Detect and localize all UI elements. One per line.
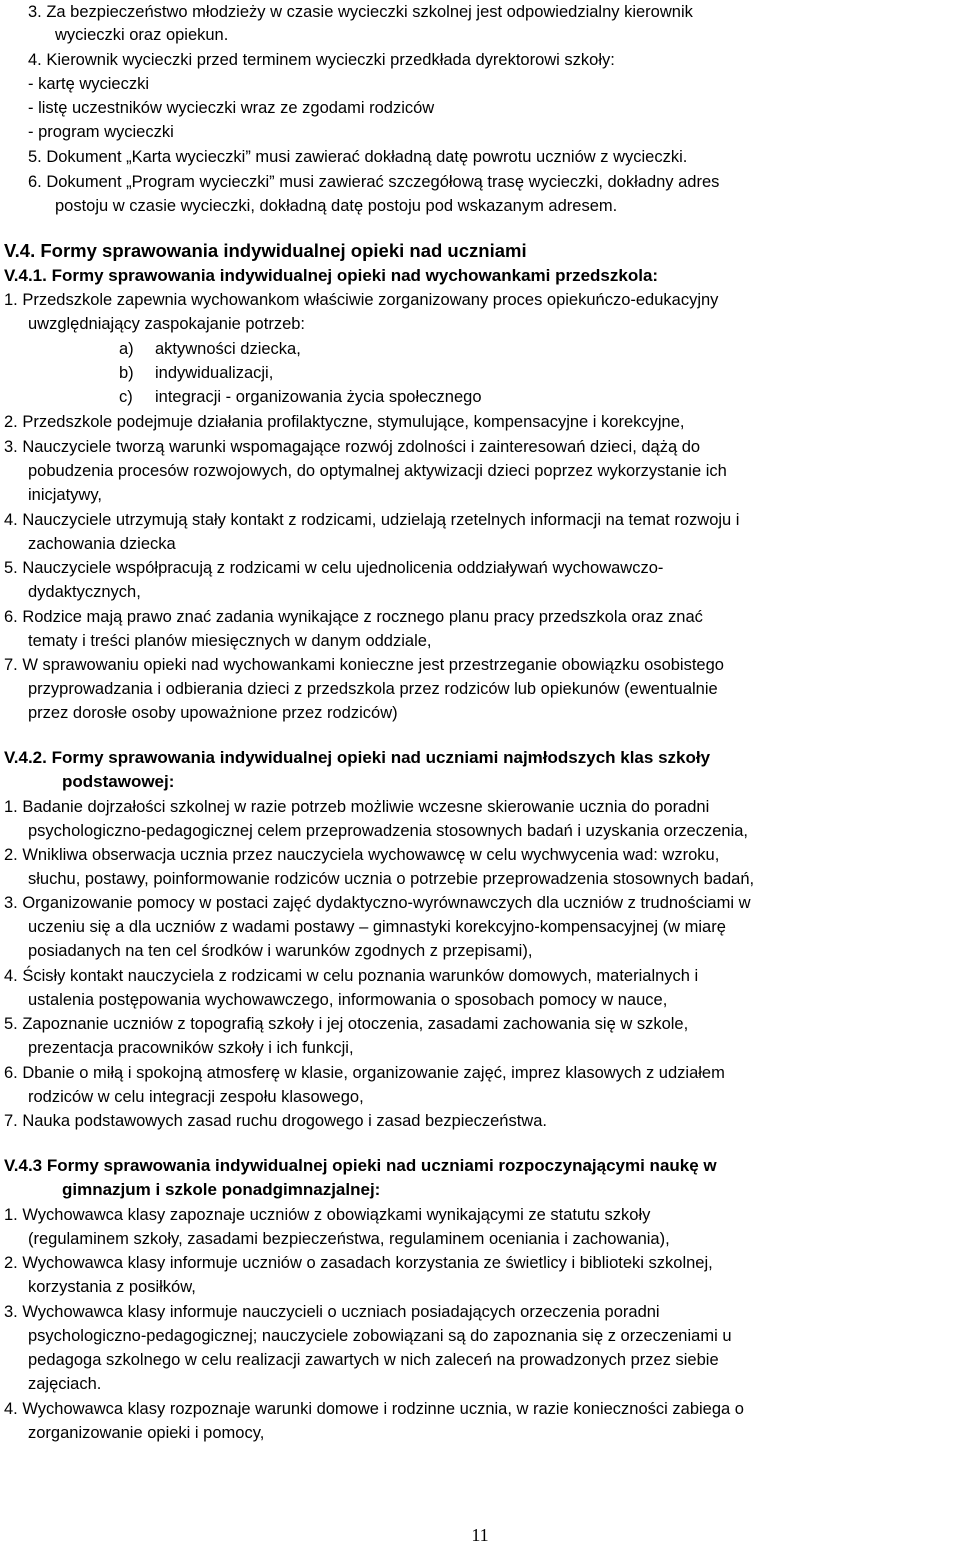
text-line: ustalenia postępowania wychowawczego, informowania o sposobach pomocy w nauce,: [28, 991, 668, 1009]
text-line: 4. Kierownik wycieczki przed terminem wycieczki przedkłada dyrektorowi szkoły:: [28, 51, 615, 69]
text-line: 4. Ścisły kontakt nauczyciela z rodzicami w celu poznania warunków domowych, materialnych i: [4, 967, 699, 985]
list-item: integracji - organizowania życia społecznego: [155, 388, 482, 406]
text-line: uczeniu się a dla uczniów z wadami postawy – gimnastyki korekcyjno-kompensacyjnej (w miarę: [28, 918, 726, 936]
text-line: zajęciach.: [28, 1375, 102, 1393]
subsection-heading: podstawowej:: [62, 772, 175, 791]
text-line: 6. Dokument „Program wycieczki” musi zawierać szczegółową trasę wycieczki, dokładny adres: [28, 173, 720, 191]
text-line: 1. Wychowawca klasy zapoznaje uczniów z obowiązkami wynikającymi ze statutu szkoły: [4, 1206, 651, 1224]
text-line: inicjatywy,: [28, 486, 102, 504]
text-line: 5. Dokument „Karta wycieczki” musi zawierać dokładną datę powrotu uczniów z wycieczki.: [28, 148, 688, 166]
text-line: korzystania z posiłków,: [28, 1278, 196, 1296]
section-heading: V.4. Formy sprawowania indywidualnej opieki nad uczniami: [4, 240, 527, 261]
list-marker: b): [119, 364, 134, 382]
subsection-heading: V.4.3 Formy sprawowania indywidualnej opieki nad uczniami rozpoczynającymi naukę w: [4, 1156, 717, 1175]
page-number: 11: [471, 1525, 489, 1545]
list-marker: a): [119, 340, 134, 358]
text-line: 4. Wychowawca klasy rozpoznaje warunki domowe i rodzinne ucznia, w razie konieczności zabiega o: [4, 1400, 744, 1418]
text-line: 7. Nauka podstawowych zasad ruchu drogowego i zasad bezpieczeństwa.: [4, 1112, 547, 1130]
text-line: 2. Wychowawca klasy informuje uczniów o zasadach korzystania ze świetlicy i biblioteki szkolnej,: [4, 1254, 713, 1272]
subsection-heading: gimnazjum i szkole ponadgimnazjalnej:: [62, 1180, 381, 1199]
text-line: 3. Organizowanie pomocy w postaci zajęć dydaktyczno-wyrównawczych dla uczniów z trudnościami w: [4, 894, 751, 912]
text-line: posiadanych na ten cel środków i warunków zgodnych z przepisami),: [28, 942, 533, 960]
text-line: przez dorosłe osoby upoważnione przez rodziców): [28, 704, 398, 722]
text-line: dydaktycznych,: [28, 583, 141, 601]
list-item: - program wycieczki: [28, 123, 174, 141]
text-line: 3. Za bezpieczeństwo młodzieży w czasie wycieczki szkolnej jest odpowiedzialny kierownik: [28, 3, 693, 21]
subsection-heading: V.4.1. Formy sprawowania indywidualnej opieki nad wychowankami przedszkola:: [4, 266, 659, 285]
subsection-heading: V.4.2. Formy sprawowania indywidualnej opieki nad uczniami najmłodszych klas szkoły: [4, 748, 711, 767]
text-line: postoju w czasie wycieczki, dokładną datę postoju pod wskazanym adresem.: [55, 197, 618, 215]
text-line: 4. Nauczyciele utrzymują stały kontakt z rodzicami, udzielają rzetelnych informacji na temat rozwoju i: [4, 511, 740, 529]
text-line: 6. Dbanie o miłą i spokojną atmosferę w klasie, organizowanie zajęć, imprez klasowych z udziałem: [4, 1064, 725, 1082]
text-line: przyprowadzania i odbierania dzieci z przedszkola przez rodziców lub opiekunów (ewentualnie: [28, 680, 718, 698]
text-line: 3. Nauczyciele tworzą warunki wspomagające rozwój zdolności i zainteresowań dzieci, dążą do: [4, 438, 701, 456]
text-line: psychologiczno-pedagogicznej celem przeprowadzenia stosownych badań i uzyskania orzeczenia,: [28, 822, 748, 840]
text-line: psychologiczno-pedagogicznej; nauczyciele zobowiązani są do zapoznania się z orzeczeniami u: [28, 1327, 732, 1345]
text-line: 5. Zapoznanie uczniów z topografią szkoły i jej otoczenia, zasadami zachowania się w szkole,: [4, 1015, 689, 1033]
text-line: pedagoga szkolnego w celu realizacji zawartych w nich zaleceń na prowadzonych przez siebie: [28, 1351, 719, 1369]
list-item: - kartę wycieczki: [28, 75, 150, 93]
text-line: pobudzenia procesów rozwojowych, do optymalnej aktywizacji dzieci poprzez wykorzystanie ich: [28, 462, 727, 480]
text-line: prezentacja pracowników szkoły i ich funkcji,: [28, 1039, 354, 1057]
list-item: aktywności dziecka,: [155, 340, 301, 358]
text-line: 6. Rodzice mają prawo znać zadania wynikające z rocznego planu pracy przedszkola oraz znać: [4, 608, 703, 626]
text-line: 2. Wnikliwa obserwacja ucznia przez nauczyciela wychowawcę w celu wychwycenia wad: wzroku,: [4, 846, 720, 864]
text-line: 2. Przedszkole podejmuje działania profilaktyczne, stymulujące, kompensacyjne i korekcyjne,: [4, 413, 685, 431]
text-line: uwzględniający zaspokajanie potrzeb:: [28, 315, 306, 333]
text-line: 7. W sprawowaniu opieki nad wychowankami konieczne jest przestrzeganie obowiązku osobistego: [4, 656, 724, 674]
text-line: zorganizowanie opieki i pomocy,: [28, 1424, 265, 1442]
text-line: 5. Nauczyciele współpracują z rodzicami w celu ujednolicenia oddziaływań wychowawczo-: [4, 559, 664, 577]
list-marker: c): [119, 388, 133, 406]
text-line: 3. Wychowawca klasy informuje nauczycieli o uczniach posiadających orzeczenia poradni: [4, 1303, 660, 1321]
text-line: 1. Przedszkole zapewnia wychowankom właściwie zorganizowany proces opiekuńczo-edukacyjny: [4, 291, 719, 309]
list-item: indywidualizacji,: [155, 364, 274, 382]
text-line: zachowania dziecka: [28, 535, 176, 553]
text-line: 1. Badanie dojrzałości szkolnej w razie potrzeb możliwie wczesne skierowanie ucznia do poradni: [4, 798, 710, 816]
text-line: (regulaminem szkoły, zasadami bezpieczeństwa, regulaminem oceniania i zachowania),: [28, 1230, 670, 1248]
list-item: - listę uczestników wycieczki wraz ze zgodami rodziców: [28, 99, 435, 117]
text-line: słuchu, postawy, poinformowanie rodziców ucznia o potrzebie przeprowadzenia stosownych badań,: [28, 870, 755, 888]
text-line: wycieczki oraz opiekun.: [55, 26, 229, 44]
text-line: tematy i treści planów miesięcznych w danym oddziale,: [28, 632, 432, 650]
text-line: rodziców w celu integracji zespołu klasowego,: [28, 1088, 364, 1106]
